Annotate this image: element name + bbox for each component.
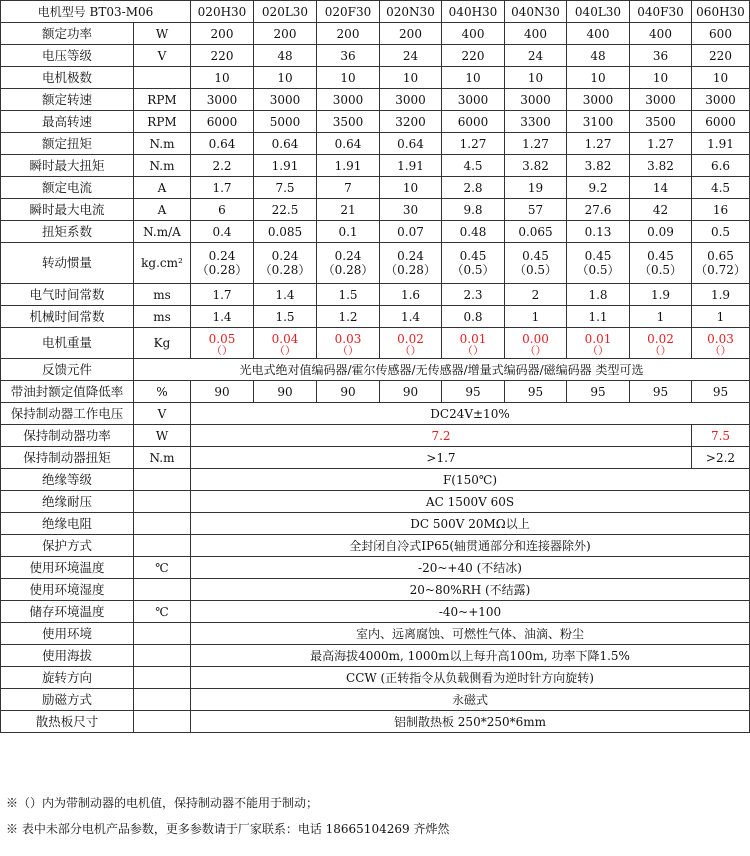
spec-table-body [1,1,750,733]
value-cell: 6 [191,199,254,221]
value-brake: （） [211,343,233,357]
value-cell: 3.82 [505,155,567,177]
value-brake: （0.28） [196,263,248,277]
value-cell: 1.9 [692,284,750,306]
value-cell: 1.4 [254,284,317,306]
value-cell: 3200 [380,111,442,133]
value-cell: 3500 [630,111,692,133]
value-cell: 3300 [505,111,567,133]
value-cell: 0.8 [442,306,505,328]
table-row [1,89,750,111]
param-unit: ms [134,284,191,306]
value-cell: 3000 [317,89,380,111]
param-unit [134,535,191,557]
value-cell: 200 [317,23,380,45]
value-cell: 2.3 [442,284,505,306]
value-cell: 400 [567,23,630,45]
value-cell [630,328,692,359]
value-main: 0.02 [397,331,424,346]
value-cell: 0.13 [567,221,630,243]
value-cell: 10 [630,67,692,89]
value-cell: 90 [380,381,442,403]
value-cell: 3000 [442,89,505,111]
param-name: 保持制动器功率 [1,425,134,447]
value-cell [442,243,505,284]
value-cell: 7 [317,177,380,199]
table-row [1,284,750,306]
model-header: 020H30 [191,1,254,23]
table-row [1,425,750,447]
param-name: 绝缘电阻 [1,513,134,535]
value-cell [567,328,630,359]
param-unit [134,513,191,535]
merged-value: 7.2 [191,425,692,447]
value-cell: 0.64 [317,133,380,155]
param-unit: N.m [134,447,191,469]
merged-value: 20~80%RH (不结露) [191,579,750,601]
param-name: 最高转速 [1,111,134,133]
note-brake: ※（）内为带制动器的电机值，保持制动器不能用于制动； [6,796,319,810]
param-unit [134,645,191,667]
param-unit: Kg [134,328,191,359]
param-name: 扭矩系数 [1,221,134,243]
value-brake: （） [399,343,422,357]
value-cell [317,328,380,359]
param-name: 电机重量 [1,328,134,359]
value-brake: （） [587,343,609,357]
value-cell: 10 [505,67,567,89]
table-row [1,469,750,491]
value-cell: 90 [254,381,317,403]
merged-value: DC24V±10% [191,403,750,425]
value-cell: 10 [317,67,380,89]
table-row [1,67,750,89]
table-row [1,359,750,381]
value-cell: 1.27 [630,133,692,155]
value-cell [505,328,567,359]
param-name: 带油封额定值降低率 [1,381,134,403]
value-brake: （） [709,343,732,357]
value-cell: 0.085 [254,221,317,243]
value-main: 0.04 [271,331,299,346]
param-unit: % [134,381,191,403]
value-cell: 1.4 [191,306,254,328]
merged-value: AC 1500V 60S [191,491,750,513]
param-name: 瞬时最大扭矩 [1,155,134,177]
value-cell: 10 [692,67,750,89]
table-row [1,306,750,328]
param-name: 瞬时最大电流 [1,199,134,221]
param-name: 旋转方向 [1,667,134,689]
value-cell: 10 [380,67,442,89]
value-cell: 1 [505,306,567,328]
merged-value: 光电式绝对值编码器/霍尔传感器/无传感器/增量式编码器/磁编码器 类型可选 [134,359,750,381]
param-name: 转动惯量 [1,243,134,284]
value-cell: 3000 [630,89,692,111]
value-cell [380,243,442,284]
value-cell: 1 [692,306,750,328]
value-brake: （） [274,343,296,357]
value-cell: 1.1 [567,306,630,328]
value-cell: 1.2 [317,306,380,328]
value-brake: （0.5） [638,263,683,277]
param-name: 绝缘等级 [1,469,134,491]
table-row [1,513,750,535]
value-cell: 1.6 [380,284,442,306]
param-name: 保护方式 [1,535,134,557]
param-unit: ℃ [134,601,191,623]
value-main: 0.45 [522,249,549,263]
param-name: 机械时间常数 [1,306,134,328]
merged-value: 室内、远离腐蚀、可燃性气体、油滴、粉尘 [191,623,750,645]
param-name: 绝缘耐压 [1,491,134,513]
table-row [1,328,750,359]
table-row [1,45,750,67]
param-name: 额定电流 [1,177,134,199]
value-cell: 10 [442,67,505,89]
header-row [1,1,750,23]
param-unit [134,67,191,89]
value-cell: 7.5 [692,425,750,447]
table-row [1,199,750,221]
merged-value: >1.7 [191,447,692,469]
value-cell: 1.5 [317,284,380,306]
param-unit: kg.cm² [134,243,191,284]
value-cell: 30 [380,199,442,221]
param-name: 使用环境温度 [1,557,134,579]
value-cell: 3.82 [630,155,692,177]
value-main: 0.01 [584,331,612,346]
table-row [1,711,750,733]
value-main: 0.24 [208,249,236,263]
value-cell: 0.64 [254,133,317,155]
table-row [1,23,750,45]
value-main: 0.45 [459,249,487,263]
value-cell: 200 [191,23,254,45]
value-brake: （） [649,343,672,357]
model-header: 040L30 [567,1,630,23]
merged-value: 最高海拔4000m, 1000m以上每升高100m, 功率下降1.5% [191,645,750,667]
value-cell: 10 [380,177,442,199]
value-cell: 22.5 [254,199,317,221]
param-name: 保持制动器工作电压 [1,403,134,425]
param-unit: N.m/A [134,221,191,243]
value-cell: 1 [630,306,692,328]
model-header: 020L30 [254,1,317,23]
merged-value: -40~+100 [191,601,750,623]
model-header: 040N30 [505,1,567,23]
value-cell [630,243,692,284]
value-main: 0.24 [334,249,362,263]
value-cell [191,243,254,284]
table-row [1,645,750,667]
value-cell: 90 [191,381,254,403]
value-cell: 95 [630,381,692,403]
value-cell: 6.6 [692,155,750,177]
header-label: 电机型号 BT03-M06 [1,1,191,23]
value-cell [692,328,750,359]
table-row [1,243,750,284]
value-cell: 4.5 [442,155,505,177]
value-cell: 10 [254,67,317,89]
param-name: 额定转速 [1,89,134,111]
value-cell [442,328,505,359]
param-name: 额定扭矩 [1,133,134,155]
value-cell: 3000 [191,89,254,111]
param-name: 散热板尺寸 [1,711,134,733]
value-cell: 21 [317,199,380,221]
value-cell: 48 [254,45,317,67]
value-cell [254,243,317,284]
value-cell: 400 [442,23,505,45]
value-cell: 0.065 [505,221,567,243]
value-cell: 2 [505,284,567,306]
param-name: 额定功率 [1,23,134,45]
table-row [1,111,750,133]
table-row [1,133,750,155]
value-cell: 6000 [692,111,750,133]
value-cell: 2.8 [442,177,505,199]
value-cell: 95 [442,381,505,403]
model-header: 020F30 [317,1,380,23]
value-cell: 0.64 [380,133,442,155]
value-cell: 1.91 [317,155,380,177]
table-row [1,579,750,601]
value-cell: 1.27 [442,133,505,155]
value-cell: 0.64 [191,133,254,155]
value-cell: 0.07 [380,221,442,243]
value-main: 0.01 [459,331,487,346]
model-header: 040H30 [442,1,505,23]
value-cell [191,328,254,359]
value-cell: 36 [630,45,692,67]
value-cell: 220 [692,45,750,67]
table-row [1,601,750,623]
param-name: 反馈元件 [1,359,134,381]
value-cell: 48 [567,45,630,67]
value-main: 0.24 [397,249,424,263]
param-unit [134,623,191,645]
value-brake: （0.28） [259,263,311,277]
param-name: 使用环境 [1,623,134,645]
param-unit: ℃ [134,557,191,579]
value-cell: 0.4 [191,221,254,243]
value-main: 0.65 [707,249,734,263]
value-cell: 400 [505,23,567,45]
value-cell [567,243,630,284]
value-brake: （0.28） [385,263,436,277]
value-brake: （0.5） [576,263,620,277]
value-cell: 3000 [254,89,317,111]
value-cell: 3000 [505,89,567,111]
param-unit: W [134,425,191,447]
model-header: 020N30 [380,1,442,23]
value-cell: 95 [567,381,630,403]
param-unit [134,469,191,491]
merged-value: -20~+40 (不结冰) [191,557,750,579]
value-main: 0.00 [522,331,549,346]
param-name: 使用海拔 [1,645,134,667]
value-cell: 10 [567,67,630,89]
param-name: 电机极数 [1,67,134,89]
value-brake: （） [337,343,359,357]
value-cell: 9.2 [567,177,630,199]
table-row [1,623,750,645]
table-row [1,381,750,403]
value-cell: 200 [254,23,317,45]
value-brake: （0.72） [695,263,746,277]
value-cell: 90 [317,381,380,403]
value-cell [317,243,380,284]
value-cell: 1.4 [380,306,442,328]
table-row [1,155,750,177]
value-cell: 200 [380,23,442,45]
merged-value: DC 500V 20MΩ以上 [191,513,750,535]
param-unit: N.m [134,133,191,155]
value-cell: 400 [630,23,692,45]
param-unit [134,689,191,711]
value-main: 0.03 [707,331,734,346]
value-brake: （0.5） [513,263,558,277]
table-row [1,535,750,557]
param-unit: N.m [134,155,191,177]
table-row [1,403,750,425]
merged-value: 永磁式 [191,689,750,711]
param-name: 电压等级 [1,45,134,67]
value-cell: 0.1 [317,221,380,243]
notes [6,790,449,842]
value-cell [505,243,567,284]
value-cell: 4.5 [692,177,750,199]
value-cell: 0.09 [630,221,692,243]
param-name: 保持制动器扭矩 [1,447,134,469]
merged-value: CCW (正转指令从负载侧看为逆时针方向旋转) [191,667,750,689]
merged-value: F(150℃) [191,469,750,491]
value-cell: 6000 [191,111,254,133]
value-cell: 27.6 [567,199,630,221]
value-main: 0.05 [208,331,236,346]
param-unit: V [134,403,191,425]
param-unit: V [134,45,191,67]
value-cell: 1.7 [191,284,254,306]
param-name: 励磁方式 [1,689,134,711]
value-cell [380,328,442,359]
value-main: 0.45 [584,249,612,263]
value-main: 0.45 [647,249,674,263]
value-cell: 10 [191,67,254,89]
value-cell: 1.91 [254,155,317,177]
table-row [1,689,750,711]
table-row [1,221,750,243]
value-cell: 3000 [380,89,442,111]
note-contact: ※ 表中未部分电机产品参数，更多参数请于厂家联系：电话 18665104269 齐烨然 [6,822,450,836]
value-cell: 14 [630,177,692,199]
value-cell: 600 [692,23,750,45]
value-cell: 3000 [692,89,750,111]
value-cell: 1.7 [191,177,254,199]
value-cell: 9.8 [442,199,505,221]
param-unit: ms [134,306,191,328]
value-brake: （） [524,343,547,357]
param-unit [134,667,191,689]
value-cell: 1.5 [254,306,317,328]
table-row [1,557,750,579]
value-cell: 1.27 [505,133,567,155]
value-cell: 16 [692,199,750,221]
value-cell: 24 [380,45,442,67]
param-unit: W [134,23,191,45]
value-cell: 3.82 [567,155,630,177]
model-header: 060H30 [692,1,750,23]
table-row [1,177,750,199]
value-cell: >2.2 [692,447,750,469]
param-unit [134,711,191,733]
value-cell: 220 [191,45,254,67]
value-main: 0.24 [271,249,299,263]
value-cell: 1.91 [692,133,750,155]
value-cell: 3100 [567,111,630,133]
value-cell: 3000 [567,89,630,111]
value-brake: （） [462,343,484,357]
value-cell: 1.8 [567,284,630,306]
param-name: 使用环境湿度 [1,579,134,601]
value-cell: 57 [505,199,567,221]
value-cell: 95 [505,381,567,403]
value-main: 0.03 [334,331,362,346]
param-unit [134,579,191,601]
param-unit [134,491,191,513]
value-cell: 6000 [442,111,505,133]
table-row [1,667,750,689]
value-brake: （0.28） [322,263,374,277]
model-header: 040F30 [630,1,692,23]
value-main: 0.02 [647,331,674,346]
value-cell [254,328,317,359]
value-cell: 42 [630,199,692,221]
value-cell [692,243,750,284]
value-cell: 7.5 [254,177,317,199]
value-cell: 24 [505,45,567,67]
param-unit: A [134,177,191,199]
value-cell: 1.91 [380,155,442,177]
value-cell: 5000 [254,111,317,133]
value-cell: 0.48 [442,221,505,243]
merged-value: 全封闭自冷式IP65(轴贯通部分和连接器除外) [191,535,750,557]
param-name: 储存环境温度 [1,601,134,623]
value-cell: 19 [505,177,567,199]
table-row [1,447,750,469]
param-unit: RPM [134,89,191,111]
value-cell: 3500 [317,111,380,133]
param-unit: A [134,199,191,221]
value-brake: （0.5） [451,263,495,277]
value-cell: 36 [317,45,380,67]
param-name: 电气时间常数 [1,284,134,306]
value-cell: 0.5 [692,221,750,243]
value-cell: 2.2 [191,155,254,177]
param-unit: RPM [134,111,191,133]
value-cell: 1.27 [567,133,630,155]
value-cell: 95 [692,381,750,403]
merged-value: 铝制散热板 250*250*6mm [191,711,750,733]
table-row [1,491,750,513]
value-cell: 1.9 [630,284,692,306]
value-cell: 220 [442,45,505,67]
